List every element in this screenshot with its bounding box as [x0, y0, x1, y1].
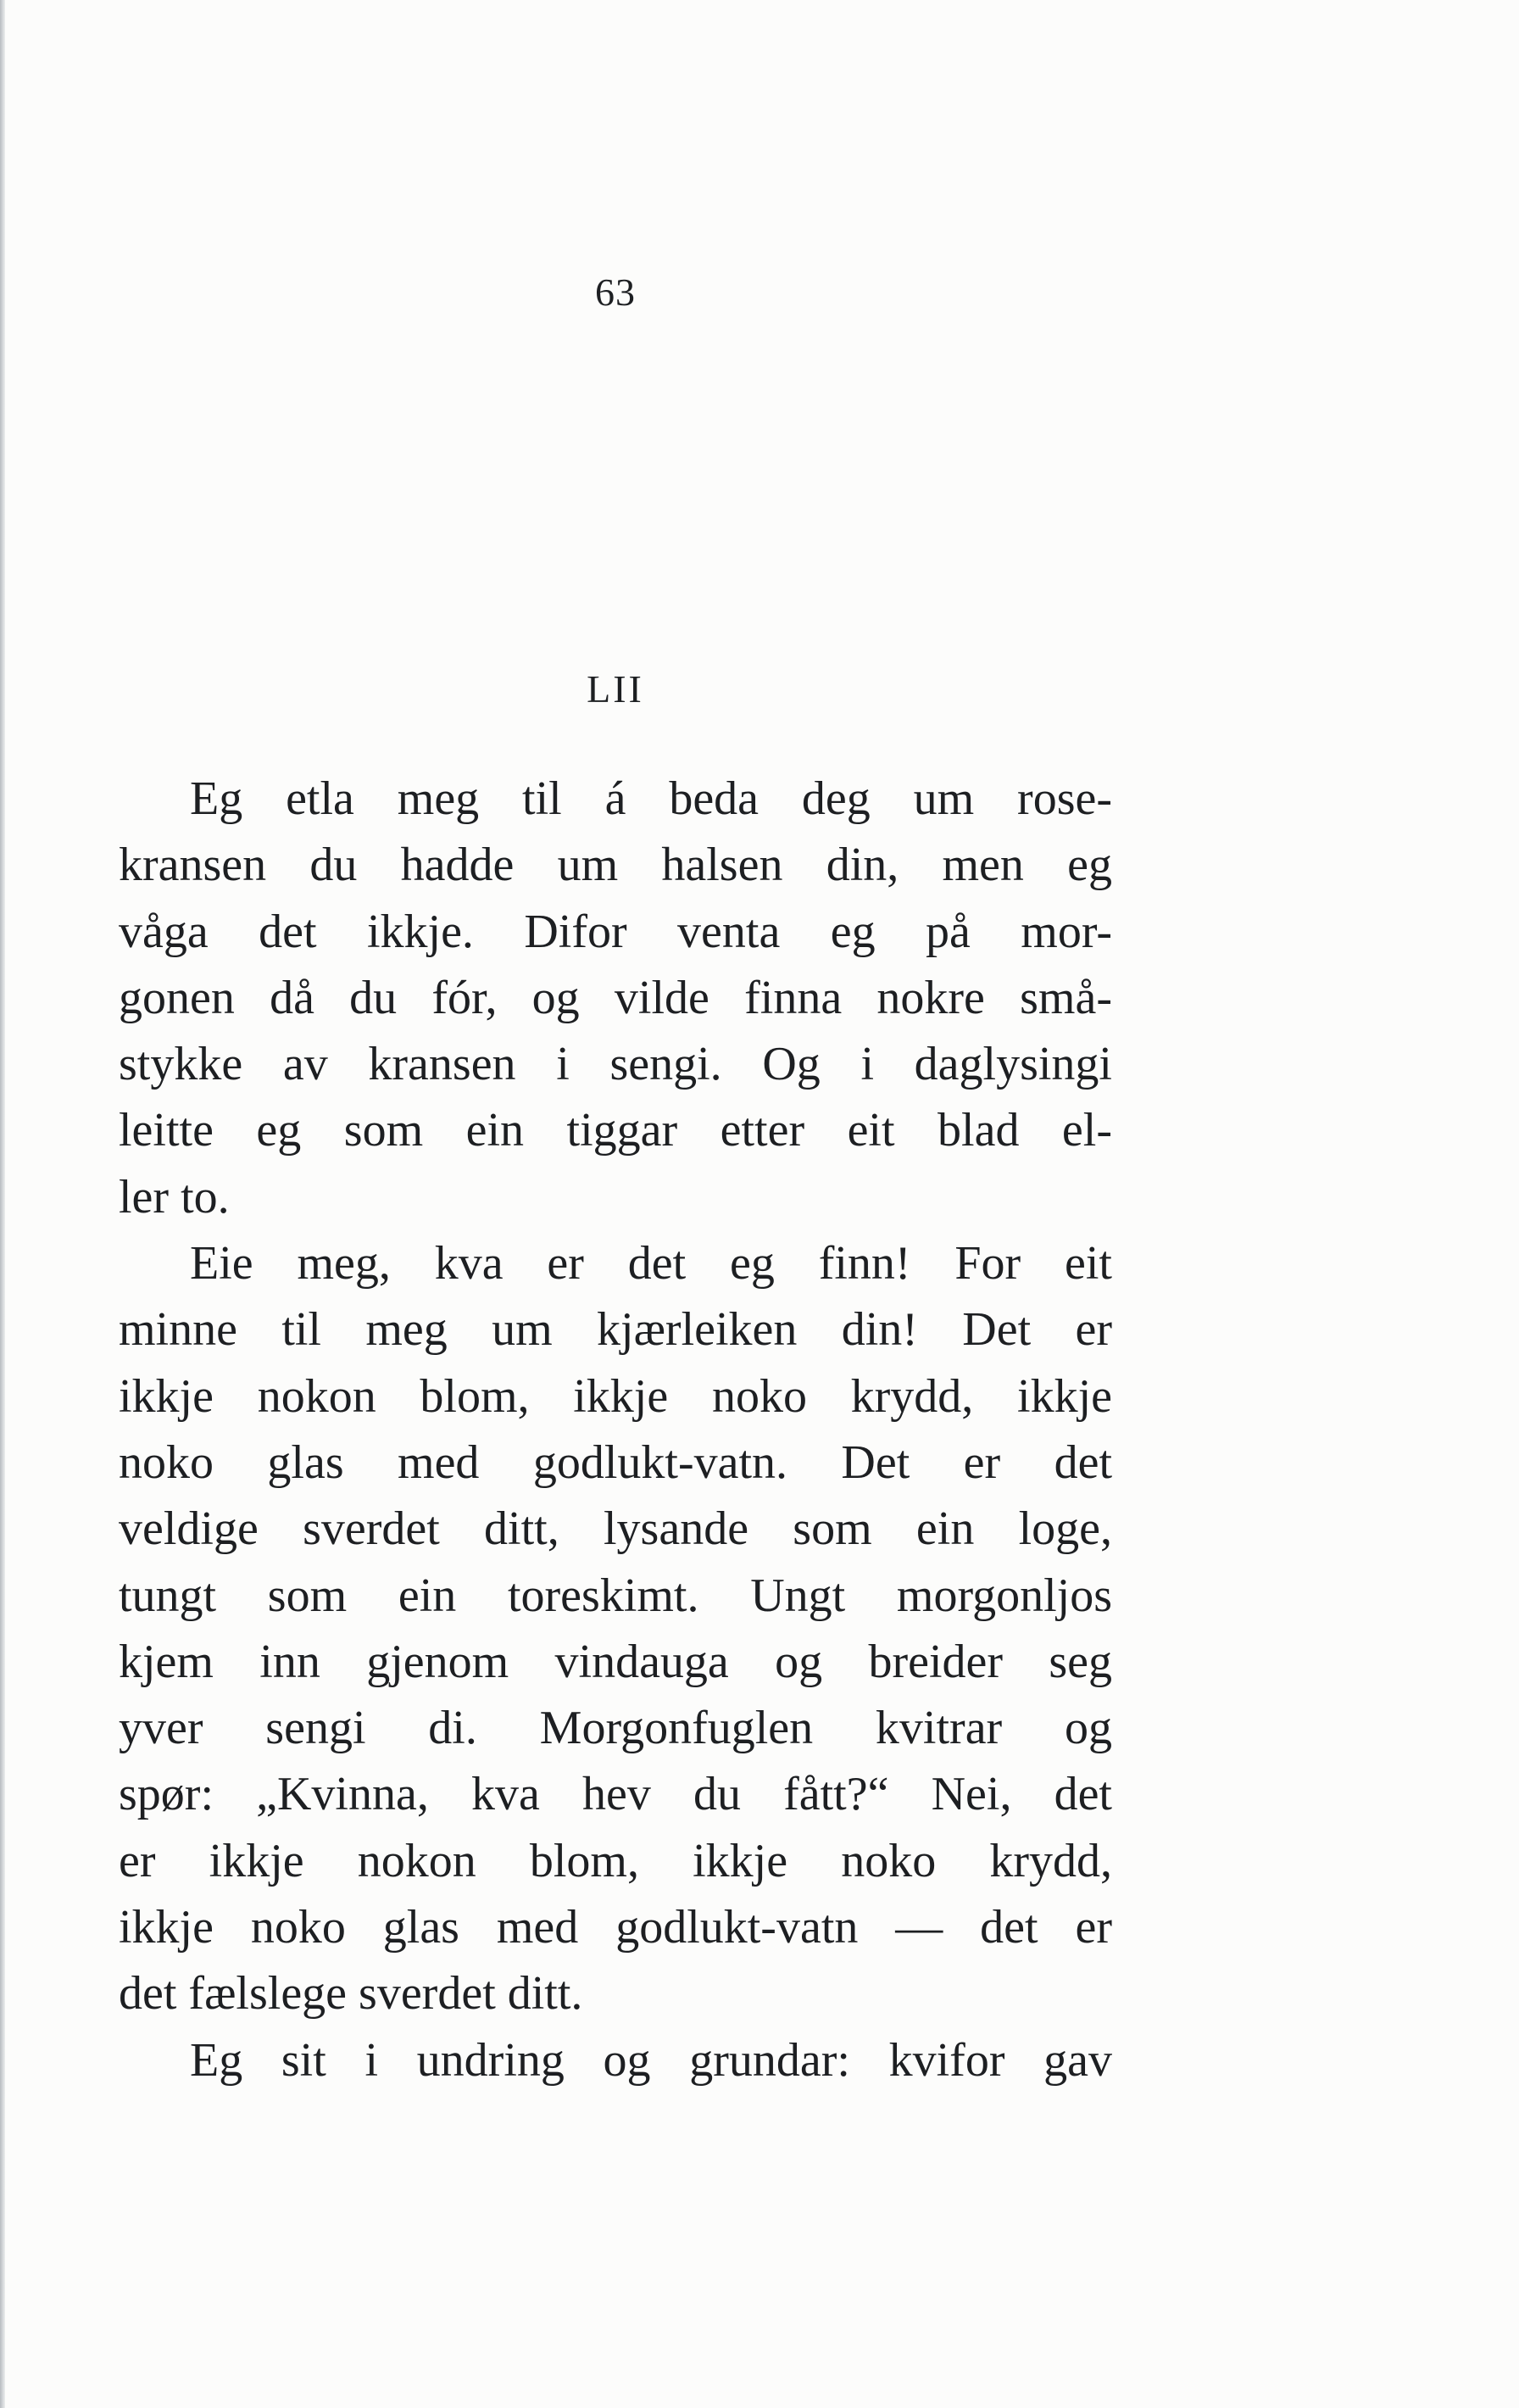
text-line: veldige sverdet ditt, lysande som ein loge, [119, 1502, 1112, 1556]
chapter-heading: LII [587, 667, 644, 711]
paragraph-2 [119, 1230, 1112, 2027]
text-line: leitte eg som ein tiggar etter eit blad el- [119, 1104, 1112, 1157]
text-line: Eg sit i undring og grundar: kvifor gav [190, 2033, 1112, 2087]
page-number: 63 [595, 270, 636, 314]
text-line: yver sengi di. Morgonfuglen kvitrar og [119, 1702, 1112, 1755]
text-line: tungt som ein toreskimt. Ungt morgonljos [119, 1569, 1112, 1622]
scan-edge [0, 0, 5, 2408]
text-line: kjem inn gjenom vindauga og breider seg [119, 1635, 1112, 1688]
text-line: er ikkje nokon blom, ikkje noko krydd, [119, 1834, 1112, 1887]
text-line: gonen då du fór, og vilde finna nokre små- [119, 971, 1112, 1024]
text-line: stykke av kransen i sengi. Og i daglysingi [119, 1038, 1112, 1091]
text-line: noko glas med godlukt-vatn. Det er det [119, 1435, 1112, 1489]
text-line: Eie meg, kva er det eg finn! For eit [190, 1237, 1112, 1290]
text-line: Eg etla meg til á beda deg um rose- [190, 772, 1112, 825]
text-line: ikkje noko glas med godlukt-vatn — det er [119, 1901, 1112, 1954]
text-line: minne til meg um kjærleiken din! Det er [119, 1303, 1112, 1357]
paragraph-3 [119, 2027, 1112, 2093]
body-text [119, 766, 1112, 2093]
text-line: våga det ikkje. Difor venta eg på mor- [119, 905, 1112, 958]
text-line: kransen du hadde um halsen din, men eg [119, 839, 1112, 892]
text-line: ler to. [119, 1170, 230, 1224]
text-line: spør: „Kvinna, kva hev du fått?“ Nei, det [119, 1768, 1112, 1821]
text-line: det fælslege sverdet ditt. [119, 1967, 583, 2021]
paragraph-1 [119, 766, 1112, 1230]
text-line: ikkje nokon blom, ikkje noko krydd, ikkje [119, 1369, 1112, 1423]
